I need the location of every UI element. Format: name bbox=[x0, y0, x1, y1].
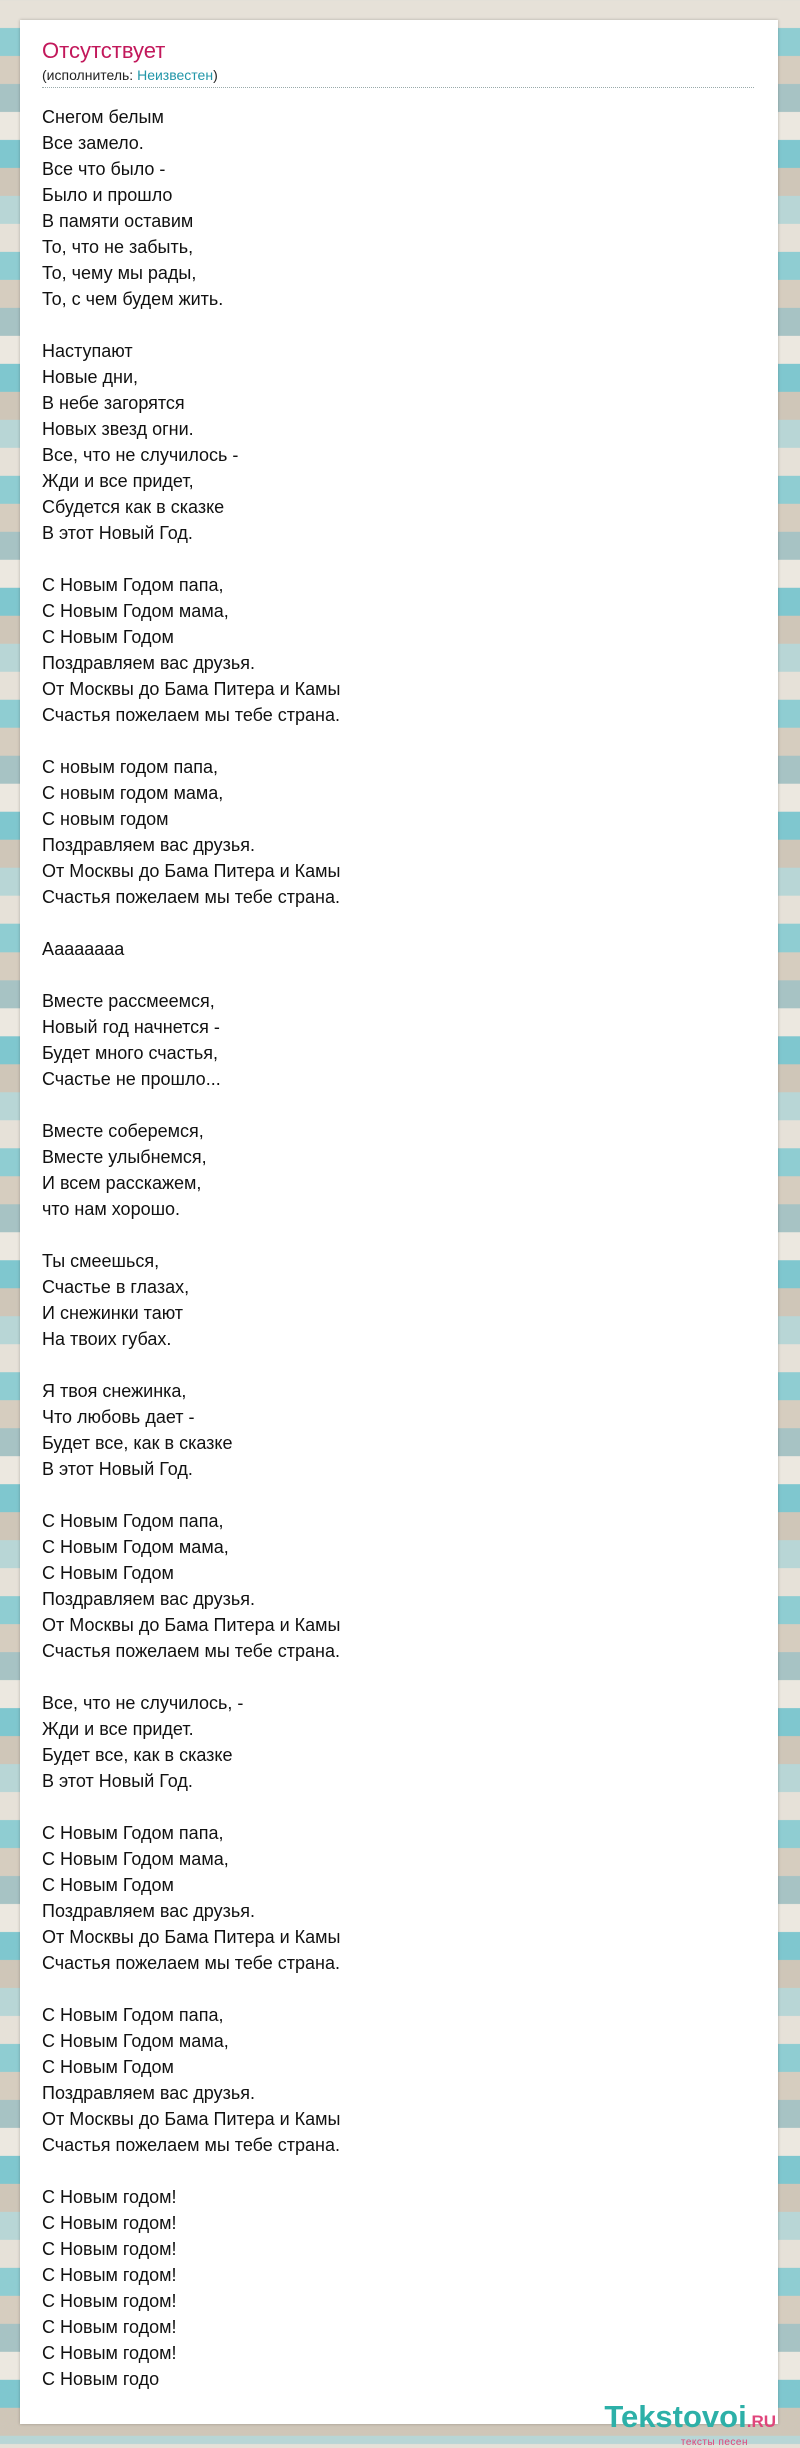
lyrics-line: С Новым Годом папа, bbox=[42, 1823, 224, 1843]
lyrics-line: Счастье не прошло... bbox=[42, 1069, 221, 1089]
lyrics-line: Счастья пожелаем мы тебе страна. bbox=[42, 1953, 340, 1973]
lyrics-line: Вместе рассмеемся, bbox=[42, 991, 215, 1011]
lyrics-stanza bbox=[42, 338, 754, 546]
lyrics-line: В этот Новый Год. bbox=[42, 1771, 193, 1791]
lyrics-line: Вместе соберемся, bbox=[42, 1121, 204, 1141]
lyrics-stanza bbox=[42, 572, 754, 728]
lyrics-line: Все, что не случилось, - bbox=[42, 1693, 244, 1713]
lyrics-line: И снежинки тают bbox=[42, 1303, 184, 1323]
lyrics-line: Жди и все придет, bbox=[42, 471, 194, 491]
lyrics-line: И всем расскажем, bbox=[42, 1173, 202, 1193]
lyrics-line: С Новым Годом папа, bbox=[42, 1511, 224, 1531]
lyrics-stanza bbox=[42, 1508, 754, 1664]
lyrics-line: Будет много счастья, bbox=[42, 1043, 219, 1063]
lyrics-body bbox=[42, 104, 754, 2392]
lyrics-line: Поздравляем вас друзья. bbox=[42, 1589, 255, 1609]
song-header bbox=[42, 38, 754, 88]
lyrics-line: Все замело. bbox=[42, 133, 144, 153]
lyrics-line: Новые дни, bbox=[42, 367, 139, 387]
lyrics-line: С Новым Годом bbox=[42, 1875, 174, 1895]
lyrics-line: что нам хорошо. bbox=[42, 1199, 181, 1219]
logo-tagline: тексты песен bbox=[680, 2437, 748, 2448]
site-logo[interactable] bbox=[566, 2399, 776, 2448]
lyrics-line: Сбудется как в сказке bbox=[42, 497, 225, 517]
lyrics-line: С Новым Годом мама, bbox=[42, 601, 229, 621]
lyrics-line: От Москвы до Бама Питера и Камы bbox=[42, 861, 341, 881]
lyrics-line: С Новым годом! bbox=[42, 2291, 177, 2311]
lyrics-line: То, что не забыть, bbox=[42, 237, 194, 257]
lyrics-line: С Новым Годом папа, bbox=[42, 2005, 224, 2025]
lyrics-stanza bbox=[42, 2184, 754, 2392]
header-divider bbox=[42, 87, 754, 88]
lyrics-stanza bbox=[42, 936, 754, 962]
artist-prefix: (исполнитель: bbox=[42, 67, 138, 83]
lyrics-line: Новый год начнется - bbox=[42, 1017, 220, 1037]
lyrics-line: Будет все, как в сказке bbox=[42, 1433, 233, 1453]
lyrics-line: Что любовь дает - bbox=[42, 1407, 195, 1427]
lyrics-line: В памяти оставим bbox=[42, 211, 194, 231]
lyrics-stanza bbox=[42, 1248, 754, 1352]
lyrics-line: С Новым Годом мама, bbox=[42, 2031, 229, 2051]
lyrics-stanza bbox=[42, 1820, 754, 1976]
lyrics-line: С Новым Годом bbox=[42, 1563, 174, 1583]
lyrics-line: Наступают bbox=[42, 341, 133, 361]
lyrics-stanza bbox=[42, 1690, 754, 1794]
lyrics-line: То, с чем будем жить. bbox=[42, 289, 224, 309]
logo-main-text: Tekstovoi bbox=[604, 2399, 747, 2434]
lyrics-line: С Новым годом! bbox=[42, 2239, 177, 2259]
lyrics-line: Счастья пожелаем мы тебе страна. bbox=[42, 1641, 340, 1661]
lyrics-line: Поздравляем вас друзья. bbox=[42, 1901, 255, 1921]
lyrics-line: С Новым годом! bbox=[42, 2213, 177, 2233]
lyrics-stanza bbox=[42, 1118, 754, 1222]
lyrics-line: С Новым Годом папа, bbox=[42, 575, 224, 595]
lyrics-line: То, чему мы рады, bbox=[42, 263, 197, 283]
lyrics-stanza bbox=[42, 2002, 754, 2158]
logo-tld: .RU bbox=[746, 2412, 776, 2431]
artist-link[interactable]: Неизвестен bbox=[137, 67, 214, 83]
lyrics-line: С Новым Годом мама, bbox=[42, 1537, 229, 1557]
lyrics-line: Новых звезд огни. bbox=[42, 419, 194, 439]
lyrics-line: Жди и все придет. bbox=[42, 1719, 194, 1739]
lyrics-line: Я твоя снежинка, bbox=[42, 1381, 187, 1401]
lyrics-line: С Новым годом! bbox=[42, 2317, 177, 2337]
lyrics-line: Все, что не случилось - bbox=[42, 445, 239, 465]
lyrics-stanza bbox=[42, 1378, 754, 1482]
lyrics-line: С новым годом мама, bbox=[42, 783, 224, 803]
lyrics-line: В этот Новый Год. bbox=[42, 1459, 193, 1479]
lyrics-stanza bbox=[42, 988, 754, 1092]
lyrics-line: С Новым Годом bbox=[42, 627, 174, 647]
lyrics-line: Будет все, как в сказке bbox=[42, 1745, 233, 1765]
lyrics-line: Снегом белым bbox=[42, 107, 164, 127]
song-title: Отсутствует bbox=[42, 38, 166, 63]
lyrics-line: Поздравляем вас друзья. bbox=[42, 835, 255, 855]
lyrics-line: Счастья пожелаем мы тебе страна. bbox=[42, 2135, 340, 2155]
lyrics-line: От Москвы до Бама Питера и Камы bbox=[42, 2109, 341, 2129]
lyrics-line: В небе загорятся bbox=[42, 393, 185, 413]
lyrics-line: Поздравляем вас друзья. bbox=[42, 653, 255, 673]
content-frame bbox=[20, 20, 778, 2424]
lyrics-stanza bbox=[42, 754, 754, 910]
lyrics-line: На твоих губах. bbox=[42, 1329, 172, 1349]
lyrics-line: Вместе улыбнемся, bbox=[42, 1147, 207, 1167]
lyrics-line: Поздравляем вас друзья. bbox=[42, 2083, 255, 2103]
lyrics-line: Счастья пожелаем мы тебе страна. bbox=[42, 887, 340, 907]
lyrics-line: С новым годом папа, bbox=[42, 757, 219, 777]
lyrics-line: С Новым Годом bbox=[42, 2057, 174, 2077]
artist-line bbox=[42, 66, 754, 84]
lyrics-line: Ты смеешься, bbox=[42, 1251, 160, 1271]
lyrics-line: С Новым годо bbox=[42, 2369, 160, 2389]
lyrics-line: От Москвы до Бама Питера и Камы bbox=[42, 1927, 341, 1947]
lyrics-line: С Новым годом! bbox=[42, 2343, 177, 2363]
lyrics-line: Счастье в глазах, bbox=[42, 1277, 190, 1297]
lyrics-stanza bbox=[42, 104, 754, 312]
lyrics-line: Было и прошло bbox=[42, 185, 173, 205]
lyrics-line: Счастья пожелаем мы тебе страна. bbox=[42, 705, 340, 725]
lyrics-line: В этот Новый Год. bbox=[42, 523, 193, 543]
lyrics-line: От Москвы до Бама Питера и Камы bbox=[42, 679, 341, 699]
lyrics-line: С Новым Годом мама, bbox=[42, 1849, 229, 1869]
logo-wordmark bbox=[566, 2399, 776, 2437]
lyrics-line: От Москвы до Бама Питера и Камы bbox=[42, 1615, 341, 1635]
lyrics-line: С новым годом bbox=[42, 809, 169, 829]
artist-suffix: ) bbox=[213, 67, 218, 83]
lyrics-line: С Новым годом! bbox=[42, 2265, 177, 2285]
lyrics-line: С Новым годом! bbox=[42, 2187, 177, 2207]
lyrics-line: Все что было - bbox=[42, 159, 166, 179]
lyrics-line: Аааааааа bbox=[42, 939, 125, 959]
